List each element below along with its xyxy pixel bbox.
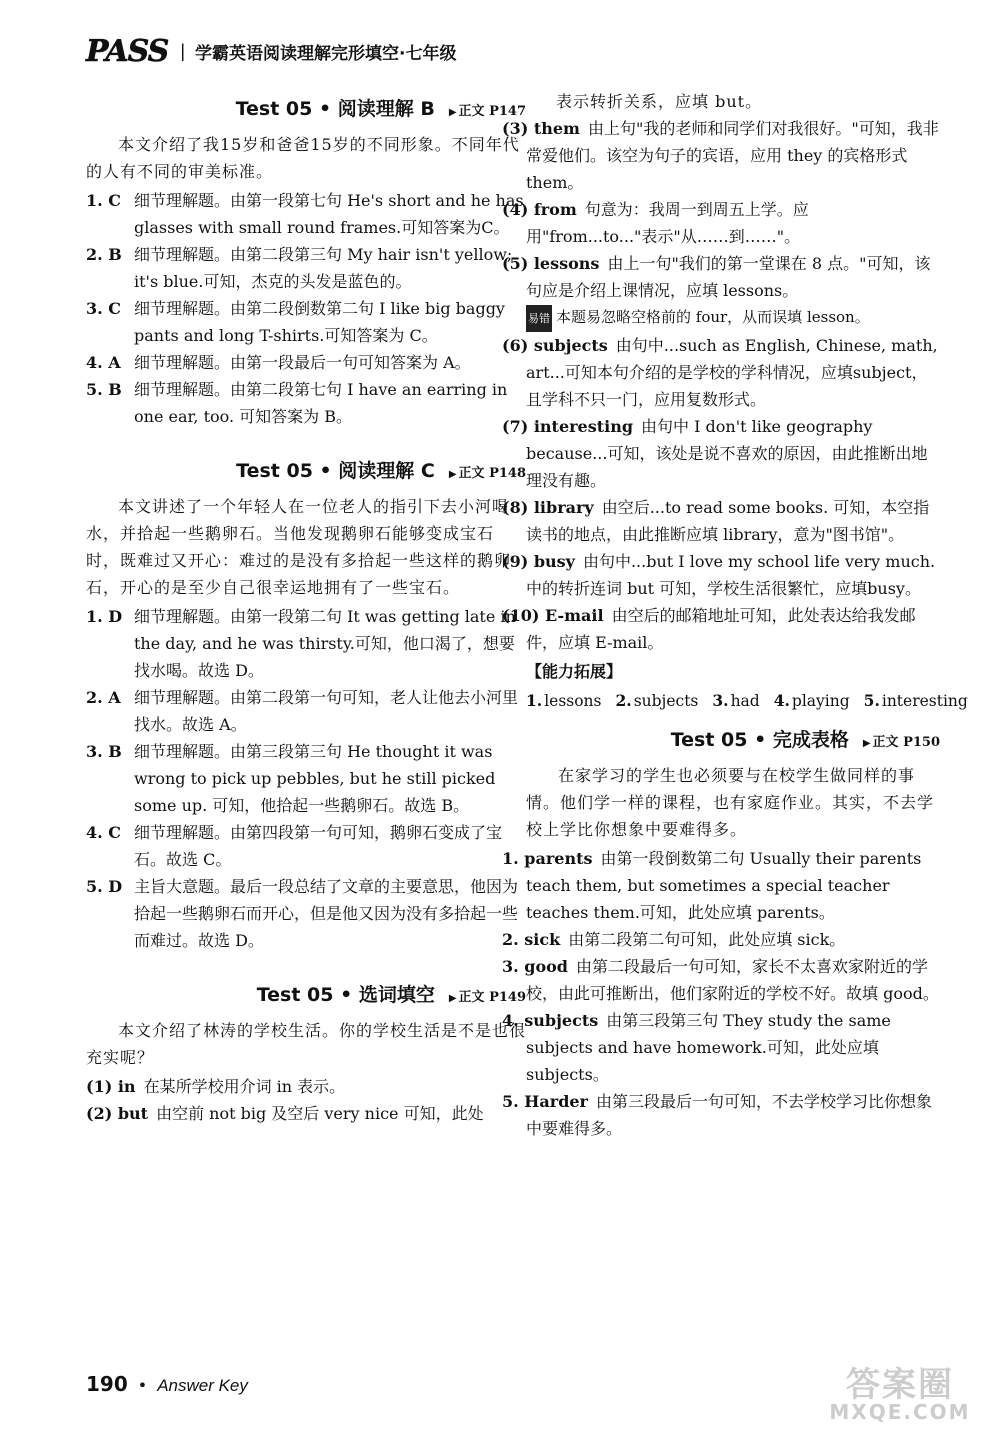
section-title: Test 05 • 完成表格 bbox=[670, 729, 849, 751]
section-intro: 本文讲述了一个年轻人在一位老人的指引下去小河喝水，并拾起一些鹅卵石。当他发现鹅卵石能够变成宝石时，既难过又开心：难过的是没有多拾起一些这样的鹅卵石，开心的是至少自己很幸运地拥有了一些宝石。 bbox=[86, 497, 512, 597]
answer-item: 1. D 细节理解题。由第一段第二句 It was getting late in the day, and he was thirsty.可知，他口渴了，想要找水喝。故选 D。 bbox=[86, 603, 526, 684]
answer-number: (5) lessons bbox=[502, 254, 600, 273]
answer-item: (10) E-mail 由空后的邮箱地址可知，此处表达给我发邮件，应填 E-mail。 bbox=[502, 606, 916, 652]
answer-item: 3. good 由第二段最后一句可知，家长不太喜欢家附近的学校，由此可推断出，他们家附近的学校不好。故填 good。 bbox=[502, 957, 939, 1003]
answer-number: (10) E-mail bbox=[502, 606, 604, 625]
watermark bbox=[822, 1365, 978, 1438]
extension-answers bbox=[526, 687, 968, 715]
header-separator: | bbox=[180, 40, 186, 61]
answer-item: (2) but 由空前 not big 及空后 very nice 可知，此处 bbox=[86, 1104, 484, 1123]
answer-number: 3. C bbox=[86, 299, 122, 318]
answer-item: (5) lessons 由上一句"我们的第一堂课在 8 点。"可知，该句应是介绍上课情况，应填 lessons。 bbox=[502, 254, 931, 300]
page-reference: ▶ 正文 P148 bbox=[448, 466, 526, 481]
answer-item: 4. C 细节理解题。由第四段第一句可知，鹅卵石变成了宝石。故选 C。 bbox=[86, 819, 526, 873]
right-column bbox=[502, 88, 968, 1142]
answer-number: (7) interesting bbox=[502, 417, 634, 436]
triangle-icon: ▶ bbox=[448, 993, 457, 1004]
answer-item: 2. B 细节理解题。由第二段第三句 My hair isn't yellow; it's blue.可知，杰克的头发是蓝色的。 bbox=[86, 241, 526, 295]
section-title: Test 05 • 阅读理解 C bbox=[236, 460, 435, 482]
answer-number: 1. parents bbox=[502, 849, 593, 868]
answer-number: 1. D bbox=[86, 607, 123, 626]
triangle-icon: ▶ bbox=[448, 469, 457, 480]
answer-item: (9) busy 由句中...but I love my school life very much. 中的转折连词 but 可知，学校生活很繁忙，应填busy。 bbox=[502, 552, 936, 598]
answer-item: 1. parents 由第一段倒数第二句 Usually their parents teach them, but sometimes a special teacher teaches them.可知，此处应填 parents。 bbox=[502, 849, 922, 922]
answer-item: 5. B 细节理解题。由第二段第七句 I have an earring in one ear, too. 可知答案为 B。 bbox=[86, 376, 526, 430]
answer-item: 3. C 细节理解题。由第二段倒数第二句 I like big baggy pants and long T-shirts.可知答案为 C。 bbox=[86, 295, 526, 349]
answer-number: 5. Harder bbox=[502, 1092, 588, 1111]
section-title: Test 05 • 选词填空 bbox=[256, 984, 435, 1006]
section-heading bbox=[526, 725, 940, 752]
answer-item: 4. A 细节理解题。由第一段最后一句可知答案为 A。 bbox=[86, 349, 526, 376]
section-intro: 本文介绍了林涛的学校生活。你的学校生活是不是也很充实呢？ bbox=[86, 1021, 527, 1067]
footer-bullet: • bbox=[137, 1376, 148, 1395]
extension-answer: 5. interesting bbox=[863, 691, 968, 710]
pass-logo: PASS bbox=[86, 33, 169, 69]
answer-item: (3) them 由上句"我的老师和同学们对我很好。"可知，我非常爱他们。该空为句子的宾语，应用 they 的宾格形式 them。 bbox=[502, 119, 939, 192]
answer-number: 2. A bbox=[86, 688, 121, 707]
page-header bbox=[86, 28, 456, 74]
answer-number: 2. B bbox=[86, 245, 122, 264]
answer-number: 1. C bbox=[86, 191, 122, 210]
answer-item: 4. subjects 由第三段第三句 They study the same subjects and have homework.可知，此处应填 subjects。 bbox=[502, 1011, 891, 1084]
answer-number: (1) in bbox=[86, 1077, 136, 1096]
extension-heading: 【能力拓展】 bbox=[526, 662, 623, 681]
section-intro: 在家学习的学生也必须要与在校学生做同样的事情。他们学一样的课程，也有家庭作业。其实，不去学校上学比你想象中要难得多。 bbox=[526, 766, 935, 839]
section-heading bbox=[86, 94, 526, 121]
error-badge: 易错 bbox=[526, 305, 552, 332]
answer-item: (6) subjects 由句中...such as English, Chinese, math, art...可知本句介绍的是学校的学科情况，应填subject，且学科不只一门，应用复数形式。 bbox=[502, 336, 938, 409]
section-intro: 本文介绍了我15岁和爸爸15岁的不同形象。不同年代的人有不同的审美标准。 bbox=[86, 135, 520, 181]
answer-item: 2. A 细节理解题。由第二段第一句可知，老人让他去小河里找水。故选 A。 bbox=[86, 684, 526, 738]
extension-answer: 3. had bbox=[712, 691, 760, 710]
page-reference: ▶ 正文 P149 bbox=[448, 990, 526, 1005]
watermark-line2: MXQE.COM bbox=[829, 1400, 971, 1424]
page-reference: ▶ 正文 P150 bbox=[862, 735, 940, 750]
answer-number: 5. B bbox=[86, 380, 122, 399]
page-number: 190 bbox=[86, 1372, 128, 1396]
answer-item: 1. C 细节理解题。由第一段第七句 He's short and he has glasses with small round frames.可知答案为C。 bbox=[86, 187, 526, 241]
answer-number: (2) but bbox=[86, 1104, 149, 1123]
section-title: Test 05 • 阅读理解 B bbox=[235, 98, 435, 120]
left-column bbox=[86, 88, 526, 1127]
answer-number: 4. A bbox=[86, 353, 121, 372]
section-heading bbox=[86, 980, 526, 1007]
answer-number: 3. good bbox=[502, 957, 568, 976]
footer-label: Answer Key bbox=[157, 1376, 248, 1395]
answer-item: (7) interesting 由句中 I don't like geography because...可知，该处是说不喜欢的原因，由此推断出地理没有趣。 bbox=[502, 417, 928, 490]
answer-number: 3. B bbox=[86, 742, 122, 761]
error-note: 易错 本题易忽略空格前的 four，从而误填 lesson。 bbox=[526, 304, 940, 332]
header-title: 学霸英语阅读理解完形填空·七年级 bbox=[195, 43, 457, 64]
section-heading bbox=[86, 456, 526, 483]
page-footer bbox=[86, 1372, 248, 1396]
answer-number: 5. D bbox=[86, 877, 123, 896]
answer-number: 4. subjects bbox=[502, 1011, 599, 1030]
answer-number: (9) busy bbox=[502, 552, 575, 571]
answer-number: (8) library bbox=[502, 498, 594, 517]
answer-item: (4) from 句意为：我周一到周五上学。应用"from...to..."表示"从……到……"。 bbox=[502, 200, 809, 246]
answer-number: 4. C bbox=[86, 823, 122, 842]
extension-answer: 2. subjects bbox=[615, 691, 699, 710]
triangle-icon: ▶ bbox=[448, 107, 457, 118]
continued-text: 表示转折关系，应填 but。 bbox=[556, 92, 763, 111]
answer-item: 5. Harder 由第三段最后一句可知，不去学校学习比你想象中要难得多。 bbox=[502, 1092, 932, 1138]
extension-answer: 1. lessons bbox=[526, 691, 602, 710]
answer-item: 3. B 细节理解题。由第三段第三句 He thought it was wrong to pick up pebbles, but he still picked some up. 可知，他拾起一些鹅卵石。故选 B。 bbox=[86, 738, 526, 819]
answer-item: 2. sick 由第二段第二句可知，此处应填 sick。 bbox=[502, 930, 846, 949]
answer-number: 2. sick bbox=[502, 930, 561, 949]
answer-number: (6) subjects bbox=[502, 336, 608, 355]
extension-answer: 4. playing bbox=[773, 691, 850, 710]
triangle-icon: ▶ bbox=[862, 738, 871, 749]
page-reference: ▶ 正文 P147 bbox=[448, 104, 526, 119]
answer-item: (8) library 由空后...to read some books. 可知，本空指读书的地点，由此推断应填 library，意为"图书馆"。 bbox=[502, 498, 930, 544]
watermark-line1: 答案圈 bbox=[846, 1365, 954, 1405]
answer-item: (1) in 在某所学校用介词 in 表示。 bbox=[86, 1077, 346, 1096]
answer-number: (3) them bbox=[502, 119, 580, 138]
answer-item: 5. D 主旨大意题。最后一段总结了文章的主要意思，他因为拾起一些鹅卵石而开心，但是他又因为没有多拾起一些而难过。故选 D。 bbox=[86, 873, 526, 954]
answer-number: (4) from bbox=[502, 200, 577, 219]
